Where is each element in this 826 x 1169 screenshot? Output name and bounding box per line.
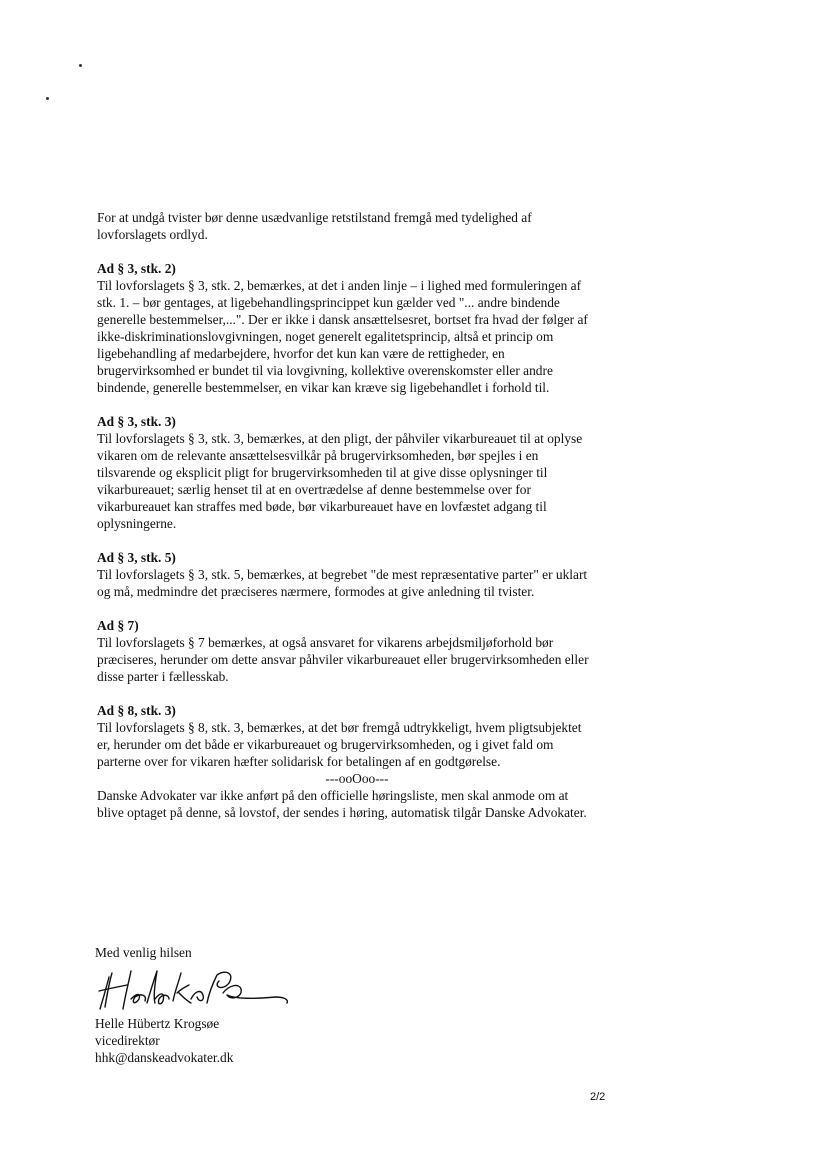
signature-block — [95, 944, 395, 1066]
section-3-3 — [97, 413, 597, 532]
section-text: Til lovforslagets § 7 bemærkes, at også ansvaret for vikarens arbejdsmiljøforhold bør præciseres, herunder om dette ansvar påhviler vikarbureauet eller brugervirksomheden eller disse parter i fællesskab. — [97, 635, 589, 684]
section-3-2 — [97, 260, 597, 396]
section-text: Til lovforslagets § 3, stk. 2, bemærkes, at det i anden linje – i lighed med formuleringen af stk. 1. – bør gentages, at ligebehandlingsprincippet kun gælder ved "... andre bindende generelle bestemmelser,...". Der er ikke i dansk ansættelsesret, bortset fra hvad der følger af ikke-diskriminationslovgivningen, noget generelt egalitetsprincip, altså et princip om ligebehandling af medarbejdere, hvorfor det kun kan være de rettigheder, en brugervirksomhed er bundet til via lovgivning, kollektive overenskomster eller andre bindende, generelle bestemmelser, en vikar kan kræve sig ligebehandlet i forhold til. — [97, 278, 588, 395]
section-text: Til lovforslagets § 3, stk. 5, bemærkes, at begrebet "de mest repræsentative parter" er uklart og må, medmindre det præciseres nærmere, formodes at give anledning til tvister. — [97, 567, 588, 599]
closing-paragraph: Danske Advokater var ikke anført på den officielle høringsliste, men skal anmode om at blive optaget på denne, så lovstof, der sendes i høring, automatisk tilgår Danske Advokater. — [97, 788, 587, 820]
letter-body — [97, 209, 597, 821]
scan-speck — [46, 97, 49, 100]
section-text: Til lovforslagets § 8, stk. 3, bemærkes, at det bør fremgå udtrykkeligt, hvem pligtsubjektet er, herunder om det både er vikarbureauet og brugervirksomheden, og i givet fald om parterne over for vikaren hæfter solidarisk for betalingen af en godtgørelse. — [97, 720, 582, 769]
section-heading: Ad § 3, stk. 3) — [97, 414, 176, 429]
separator: ---ooOoo--- — [325, 771, 389, 786]
section-text: Til lovforslagets § 3, stk. 3, bemærkes, at den pligt, der påhviler vikarbureauet til at oplyse vikaren om de relevante ansættelsesvilkår på brugervirksomheden, bør spejles i en tilsvarende og eksplicit pligt for brugervirksomheden til at give disse oplysninger til vikarbureauet; særlig henset til at en overtrædelse af denne bestemmelse over for vikarbureauet kan straffes med bøde, bør vikarbureauet have en lovfæstet adgang til oplysningerne. — [97, 431, 583, 531]
page-number: 2/2 — [590, 1091, 606, 1103]
section-7 — [97, 617, 597, 685]
section-3-5 — [97, 549, 597, 600]
section-heading: Ad § 7) — [97, 618, 139, 633]
signer-name: Helle Hübertz Krogsøe — [95, 1016, 220, 1031]
section-8-3 — [97, 702, 597, 770]
greeting: Med venlig hilsen — [95, 945, 192, 960]
scan-speck — [79, 64, 82, 67]
section-heading: Ad § 3, stk. 5) — [97, 550, 176, 565]
section-heading: Ad § 8, stk. 3) — [97, 703, 176, 718]
handwritten-signature — [95, 963, 295, 1015]
signer-email: hhk@danskeadvokater.dk — [95, 1050, 234, 1065]
section-heading: Ad § 3, stk. 2) — [97, 261, 176, 276]
signer-title: vicedirektør — [95, 1033, 160, 1048]
intro-paragraph: For at undgå tvister bør denne usædvanlige retstilstand fremgå med tydelighed af lovforslagets ordlyd. — [97, 210, 532, 242]
